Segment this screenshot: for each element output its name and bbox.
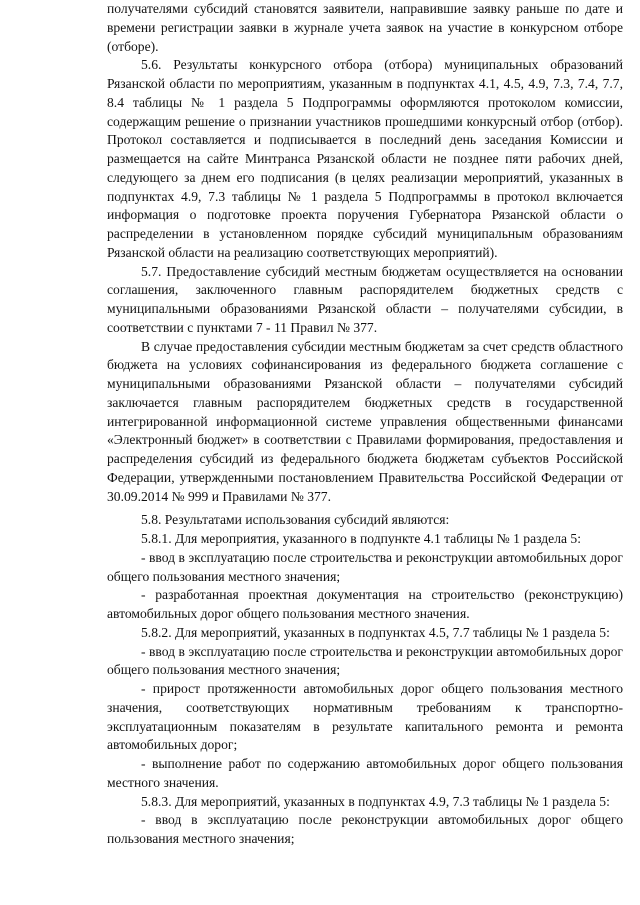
list-item-reconstruction: - ввод в эксплуатацию после реконструкции автомобильных дорог общего пользования местного значения; [107, 812, 623, 846]
list-item-project-docs: - разработанная проектная документация на строительство (реконструкцию) автомобильных дорог общего пользования местного значения. [107, 587, 623, 621]
paragraph-cofinancing: В случае предоставления субсидии местным бюджетам за счет средств областного бюджета на условиях софинансирования из федерального бюджета соглашение с муниципальными образованиями Рязанской области – получателями субсидий заключается главным распорядителем бюджетных средств в государственной интегрированной информационной системе управления общественными финансами «Электронный бюджет» в соответствии с Правилами формирования, предоставления и распределения субсидий из федерального бюджета бюджетам субъектов Российской Федерации, утвержденными постановлением Правительства Российской Федерации от 30.09.2014 № 999 и Правилами № 377. [107, 338, 623, 504]
paragraph-5-8: 5.8. Результатами использования субсидий являются: [141, 512, 450, 528]
paragraph-5-6: 5.6. Результаты конкурсного отбора (отбора) муниципальных образований Рязанской области по мероприятиям, указанным в подпунктах 4.1, 4.5, 4.9, 7.3, 7.4, 7.7, 8.4 таблицы № 1 раздела 5 Подпрограммы оформляются протоколом комиссии, содержащим решение о признании участников прошедшими конкурсный отбор (отбор). Протокол составляется и подписывается в последний день заседания Комиссии и размещается на сайте Минтранса Рязанской области не позднее пяти рабочих дней, следующего за днем его подписания (в целях реализации мероприятий, указанных в подпунктах 4.9, 7.3 таблицы № 1 раздела 5 Подпрограммы в протокол включается информация о подготовке проекта поручения Губернатора Рязанской области о распределении в установленном порядке субсидий муниципальным образованиям Рязанской области на реализацию соответствующих мероприятий). [107, 57, 623, 260]
list-item-commissioning: - ввод в эксплуатацию после строительства и реконструкции автомобильных дорог общего пользования местного значения; [107, 643, 623, 678]
paragraph-5-8-2: 5.8.2. Для мероприятий, указанных в подпунктах 4.5, 7.7 таблицы № 1 раздела 5: [141, 624, 610, 640]
paragraph-5-8-1: 5.8.1. Для мероприятия, указанного в подпункте 4.1 таблицы № 1 раздела 5: [141, 531, 581, 546]
list-item-commissioning: - ввод в эксплуатацию после строительства и реконструкции автомобильных дорог общего пользования местного значения; [107, 549, 623, 584]
paragraph-5-8-3: 5.8.3. Для мероприятий, указанных в подпунктах 4.9, 7.3 таблицы № 1 раздела 5: [141, 793, 610, 809]
document-page [107, 0, 623, 849]
list-item-maintenance: - выполнение работ по содержанию автомобильных дорог общего пользования местного значения. [107, 756, 623, 790]
paragraph-5-7: 5.7. Предоставление субсидий местным бюджетам осуществляется на основании соглашения, заключенного главным распорядителем бюджетных средств с муниципальными образованиями Рязанской области – получателями субсидии, в соответствии с пунктами 7 - 11 Правил № 377. [107, 263, 623, 335]
list-item-length-increase: - прирост протяженности автомобильных дорог общего пользования местного значения, соответствующих нормативным требованиям к транспортно-эксплуатационным показателям в результате капитального ремонта и ремонта автомобильных дорог; [107, 681, 623, 753]
paragraph-continuation: получателями субсидий становятся заявители, направившие заявку раньше по дате и времени регистрации заявки в журнале учета заявок на участие в конкурсном отборе (отборе). [107, 1, 623, 54]
